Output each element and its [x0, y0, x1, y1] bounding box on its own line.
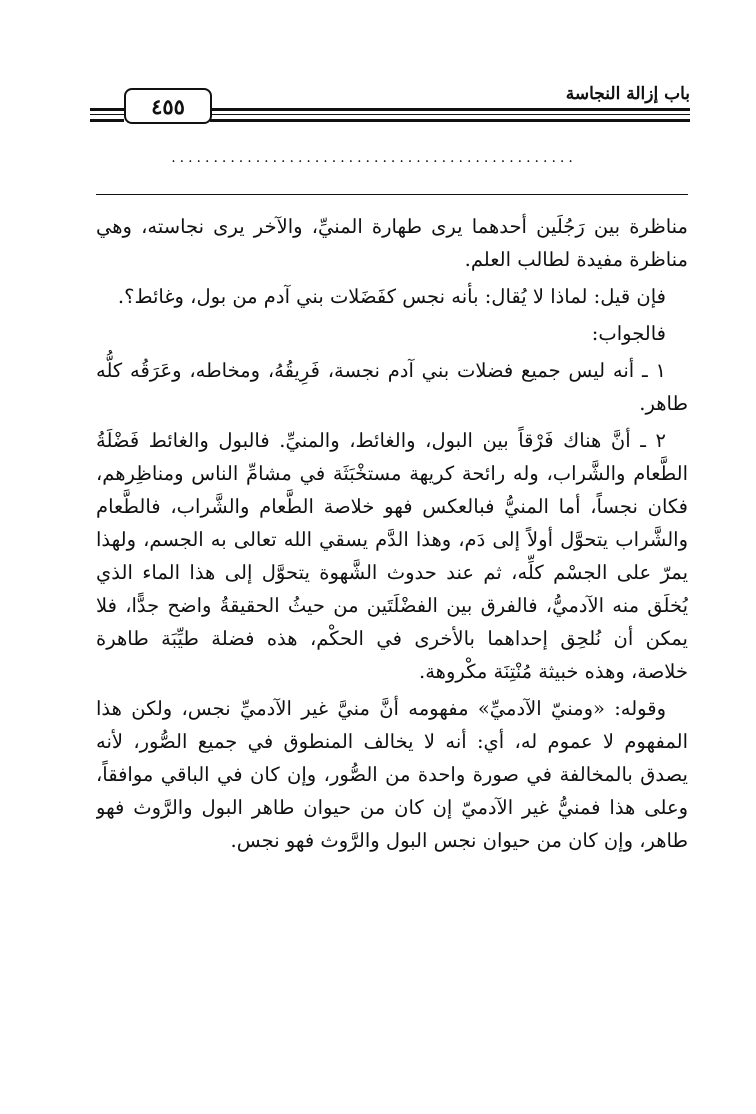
paragraph-6: وقوله: «ومنيّ الآدميِّ» مفهومه أنَّ منيَّ غير الآدميِّ نجس، ولكن هذا المفهوم لا عموم له، أي: أنه لا يخالف المنطوق في جميع الصُّور، لأنه يصدق بالمخالفة في صورة واحدة من الصُّور، وإن كان في الباقي موافقاً، وعلى هذا فمنيُّ غير الآدميّ إن كان من حيوان طاهر البول والرَّوث فهو طاهر، وإن كان من حيوان نجس البول والرَّوث فهو نجس. [96, 697, 688, 852]
header-rule-bottom [210, 119, 690, 122]
page-header [90, 82, 690, 130]
page-number: ٤٥٥ [124, 88, 212, 124]
body-text [96, 210, 688, 1090]
header-rule-mid [210, 114, 690, 115]
paragraph-5: ٢ ـ أنَّ هناك فَرْقاً بين البول، والغائط، والمنيِّ. فالبول والغائط فَضْلَةُ الطَّعام والشَّراب، وله رائحة كريهة مستخْبَثَة في مشامِّ الناس ومناظِرهم، فكان نجساً، أما المنيُّ فبالعكس فهو خلاصة الطَّعام والشَّراب، فالطَّعام والشَّراب يتحوَّل أولاً إلى دَم، وهذا الدَّم يسقي الله تعالى به الجسم، ولهذا يمرّ على الجسْم كلِّه، ثم عند حدوث الشَّهوة يتحوَّل إلى هذا الماء الذي يُخلَق منه الآدميُّ، فالفرق بين الفضْلَتَين من حيثُ الحقيقةُ واضح جدًّا، فلا يمكن أن نُلحِق إحداهما بالأخرى في الحكْم، هذه فضلة طيِّبَة طاهرة خلاصة، وهذه خبيثة مُنْتِنَة مكْروهة. [96, 429, 688, 683]
paragraph-1: مناظرة بين رَجُلَين أحدهما يرى طهارة المنيِّ، والآخر يرى نجاسته، وهي مناظرة مفيدة لطالب العلم. [96, 215, 688, 271]
chapter-title: باب إزالة النجاسة [560, 84, 690, 104]
header-rule-left-top [90, 108, 124, 111]
header-rule-left-mid [90, 114, 124, 115]
paragraph-4: ١ ـ أنه ليس جميع فضلات بني آدم نجسة، فَرِيقُهُ، ومخاطه، وعَرَقُه كلُّه طاهر. [96, 359, 688, 415]
header-rule-left-bottom [90, 119, 124, 122]
paragraph-3: فالجواب: [591, 322, 666, 345]
header-rule-top [210, 108, 690, 111]
content-separator [96, 194, 688, 195]
paragraph-2: فإن قيل: لماذا لا يُقال: بأنه نجس كفَضَلات بني آدم من بول، وغائط؟. [117, 285, 666, 308]
dotted-separator: ................................................ [171, 150, 577, 166]
